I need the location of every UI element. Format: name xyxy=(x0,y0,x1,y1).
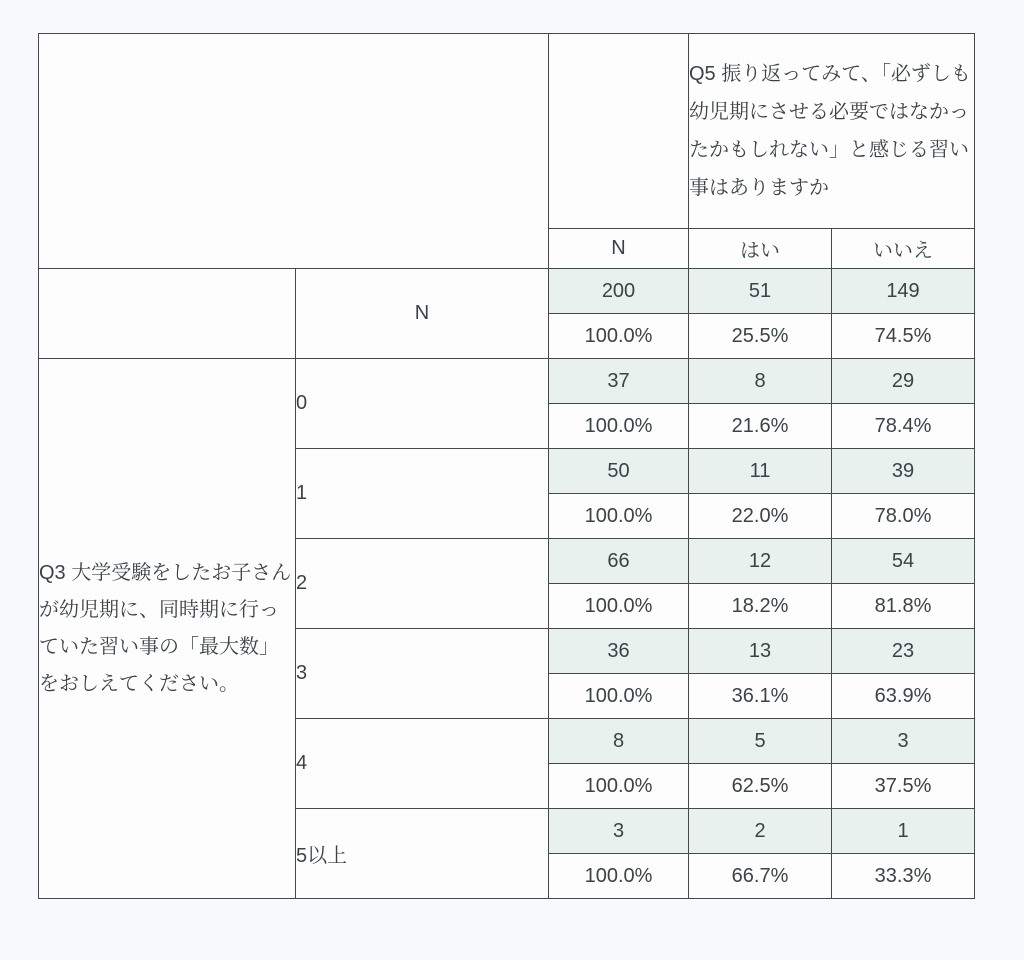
pct-cell: 100.0% xyxy=(549,404,689,449)
count-cell: 149 xyxy=(832,269,975,314)
pct-cell: 22.0% xyxy=(689,494,832,539)
pct-cell: 63.9% xyxy=(832,674,975,719)
pct-cell: 78.4% xyxy=(832,404,975,449)
pct-cell: 18.2% xyxy=(689,584,832,629)
pct-cell: 100.0% xyxy=(549,854,689,899)
row-label-category: 3 xyxy=(296,629,549,719)
crosstab-table xyxy=(38,33,975,899)
q5-question-header: Q5 振り返ってみて、「必ずしも幼児期にさせる必要ではなかったかもしれない」と感じる習い事はありますか xyxy=(689,34,975,229)
pct-cell: 37.5% xyxy=(832,764,975,809)
pct-cell: 74.5% xyxy=(832,314,975,359)
pct-cell: 100.0% xyxy=(549,764,689,809)
row-label-category: 4 xyxy=(296,719,549,809)
pct-cell: 100.0% xyxy=(549,584,689,629)
count-cell: 54 xyxy=(832,539,975,584)
pct-cell: 78.0% xyxy=(832,494,975,539)
count-cell: 39 xyxy=(832,449,975,494)
count-cell: 2 xyxy=(689,809,832,854)
pct-cell: 66.7% xyxy=(689,854,832,899)
row-label-category: 0 xyxy=(296,359,549,449)
row-label-category: 1 xyxy=(296,449,549,539)
count-cell: 11 xyxy=(689,449,832,494)
count-cell: 50 xyxy=(549,449,689,494)
count-cell: 8 xyxy=(549,719,689,764)
pct-cell: 62.5% xyxy=(689,764,832,809)
pct-cell: 100.0% xyxy=(549,494,689,539)
pct-cell: 100.0% xyxy=(549,674,689,719)
count-cell: 37 xyxy=(549,359,689,404)
count-cell: 3 xyxy=(832,719,975,764)
pct-cell: 36.1% xyxy=(689,674,832,719)
pct-cell: 100.0% xyxy=(549,314,689,359)
row-label-category: 2 xyxy=(296,539,549,629)
count-cell: 8 xyxy=(689,359,832,404)
count-cell: 13 xyxy=(689,629,832,674)
column-header-n: N xyxy=(549,229,689,269)
count-cell: 200 xyxy=(549,269,689,314)
pct-cell: 21.6% xyxy=(689,404,832,449)
count-cell: 29 xyxy=(832,359,975,404)
count-cell: 23 xyxy=(832,629,975,674)
corner-blank-cell xyxy=(39,34,549,269)
count-cell: 5 xyxy=(689,719,832,764)
count-cell: 1 xyxy=(832,809,975,854)
pct-cell: 33.3% xyxy=(832,854,975,899)
count-cell: 66 xyxy=(549,539,689,584)
pct-cell: 25.5% xyxy=(689,314,832,359)
q3-question-header: Q3 大学受験をしたお子さんが幼児期に、同時期に行っていた習い事の「最大数」をおしえてください。 xyxy=(39,359,296,899)
pct-cell: 81.8% xyxy=(832,584,975,629)
row-label-category: 5以上 xyxy=(296,809,549,899)
column-header-no: いいえ xyxy=(832,229,975,269)
n-column-blank-header-cell xyxy=(549,34,689,229)
count-cell: 12 xyxy=(689,539,832,584)
row-label-total: N xyxy=(296,269,549,359)
row-header-blank-cell xyxy=(39,269,296,359)
count-cell: 3 xyxy=(549,809,689,854)
column-header-yes: はい xyxy=(689,229,832,269)
count-cell: 51 xyxy=(689,269,832,314)
count-cell: 36 xyxy=(549,629,689,674)
